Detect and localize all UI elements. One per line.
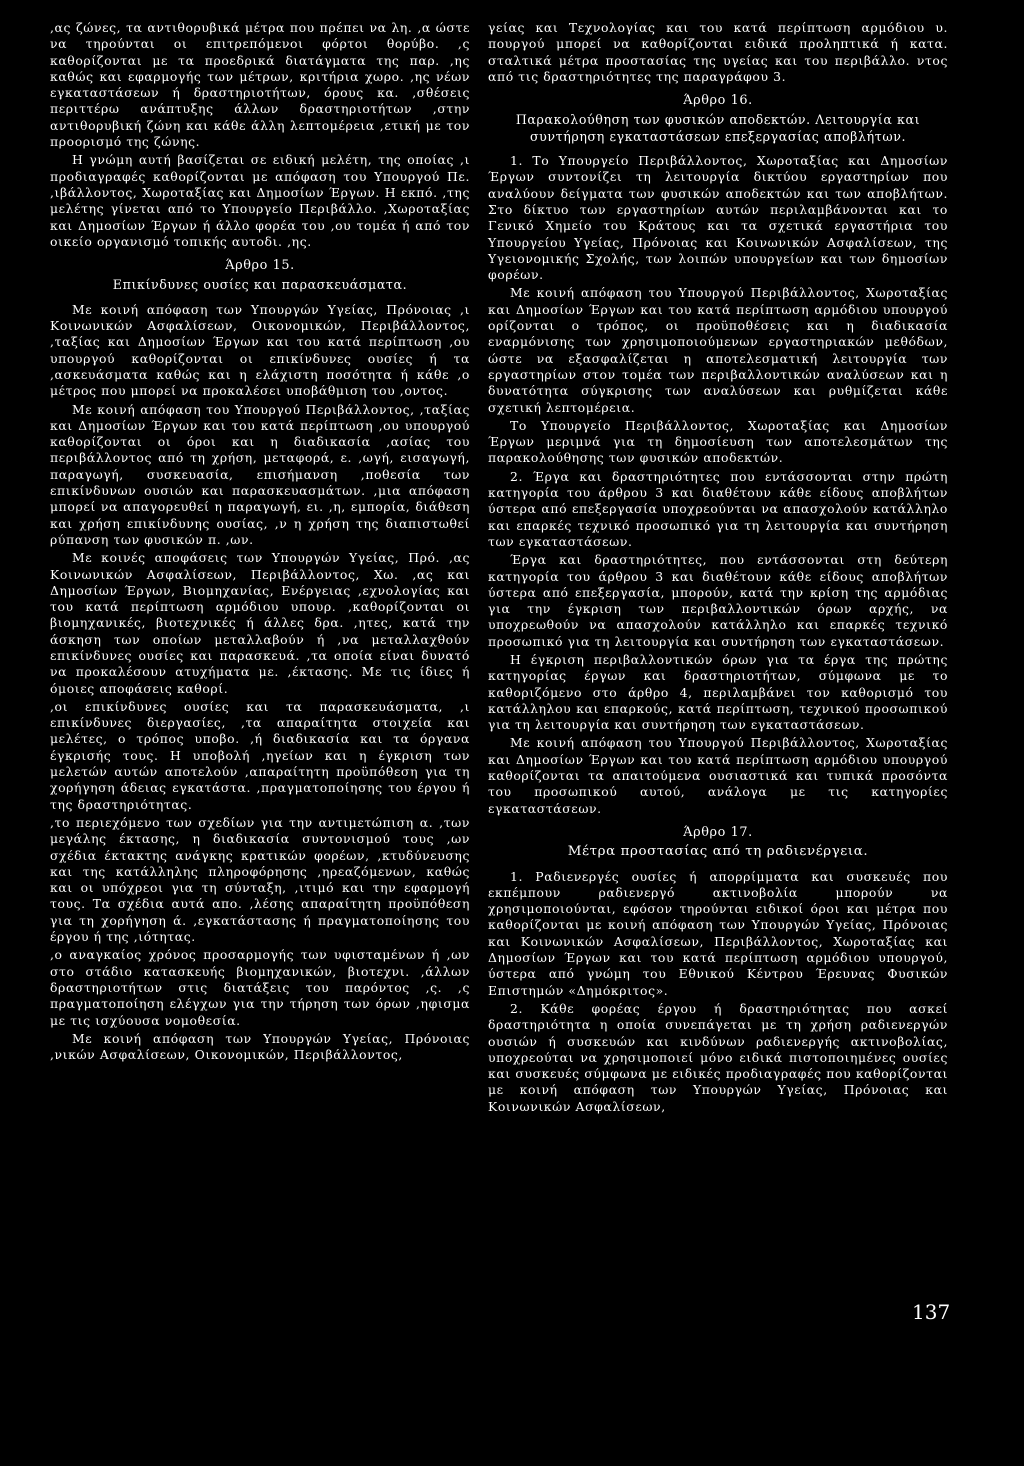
article-title: Παρακολούθηση των φυσικών αποδεκτών. Λειτουργία και συντήρηση εγκαταστάσεων επεξεργασίας αποβλήτων. (515, 112, 921, 144)
paragraph: Με κοινή απόφαση του Υπουργού Περιβάλλοντος, Χωροταξίας και Δημοσίων Έργων και του κατά περίπτωση αρμόδιου υπουργού καθορίζονται τα απαιτούμενα ουσιαστικά και τυπικά προσόντα του προσωπικού αυτού, ανάλογα με τις κατηγορίες εγκαταστάσεων. (488, 735, 948, 816)
left-column (50, 20, 470, 1065)
right-column (488, 20, 948, 1117)
paragraph: Με κοινή απόφαση του Υπουργού Περιβάλλοντος, Χωροταξίας και Δημοσίων Έργων και του κατά περίπτωση αρμόδιου υπουργού ορίζονται ο τρόπος, οι προϋποθέσεις και η διαδικασία εναρμόνισης των χρησιμοποιούμενων εργαστηριακών μεθόδων, ώστε να εξασφαλίζεται η αποτελεσματική λειτουργία των εργαστηρίων στον τομέα των περιβαλλοντικών αναλύσεων και η δυνατότητα σύγκρισης των αναλύσεων και ρυθμίζεται κάθε σχετική λεπτομέρεια. (488, 285, 948, 415)
page-number: 137 (912, 1300, 951, 1324)
paragraph: ,το περιεχόμενο των σχεδίων για την αντιμετώπιση α. ,των μεγάλης έκτασης, η διαδικασία συντονισμού τους ,ων σχέδια έκτακτης ανάγκης κρατικών φορέων, ,κτυδύνευσης και της κατάλληλης πληροφόρησης ,ηρεαζόμενων, καθώς και οι υπόχρεοι για τη σύνταξη, ,ιτιμό και την εφαρμογή τους. Τα σχέδια αυτά απο. ,λέσης απαραίτητη προϋπόθεση για τη χορήγηση ά. ,εγκατάστασης ή πραγματοποίησης του έργου ή της ,ιότητας. (50, 814, 470, 945)
article-heading: Άρθρο 16. (683, 93, 753, 109)
paragraph: Έργα και δραστηριότητες, που εντάσσονται στη δεύτερη κατηγορία του άρθρου 3 και διαθέτουν κάθε είδους αποβλήτων ύστερα από επεξεργασία, μπορούν, κατά την κρίση της αρμόδιας για την έγκριση των περιβαλλοντικών όρων αρχής, να υποχρεωθούν να απασχολούν κατάλληλο και επαρκές τεχνικό προσωπικό για τη λειτουργία και συντήρηση των εγκαταστάσεων. (488, 552, 948, 649)
paragraph: Η έγκριση περιβαλλοντικών όρων για τα έργα της πρώτης κατηγορίας έργων και δραστηριοτήτων, σύμφωνα με το καθοριζόμενο στο άρθρο 4, περιλαμβάνει τον καθορισμό του κατάλληλου και επαρκούς, κατά περίπτωση, τεχνικού προσωπικού για τη λειτουργία και συντήρηση των εγκαταστάσεων. (488, 651, 948, 733)
paragraph: 2. Κάθε φορέας έργου ή δραστηριότητας που ασκεί δραστηριότητα η οποία συνεπάγεται με τη χρήση ραδιενεργών ουσιών ή συσκευών και κινδύνων ραδιενεργής ακτινοβολίας, υποχρεούται να χρησιμοποιεί μόνο ειδικά πιστοποιημένες ουσίες και συσκευές σύμφωνα με ειδικές προδιαγραφές που καθορίζονται με κοινή απόφαση των Υπουργών Υγείας, Πρόνοιας και Κοινωνικών Ασφαλίσεων, (488, 1000, 948, 1114)
article-heading: Άρθρο 15. (225, 258, 295, 274)
paragraph: ,οι επικίνδυνες ουσίες και τα παρασκευάσματα, ,ι επικίνδυνες διεργασίες, ,τα απαραίτητα στοιχεία και μελέτες, ο τρόπος υποβο. ,ή διαδικασία και τα όργανα έγκρισής τους. Η υποβολή ,ηγείων και η έγκριση των μελετών αυτών αποτελούν ,απαραίτητη προϋπόθεση για τη χορήγηση άδειας εγκατάστα. ,πραγματοποίησης του έργου ή της δραστηριότητας. (50, 698, 470, 812)
paragraph: Με κοινή απόφαση του Υπουργού Περιβάλλοντος, ,ταξίας και Δημοσίων Έργων και του κατά περίπτωση ,ου υπουργού καθορίζονται οι όροι και η διαδικασία ,ασίας του περιβάλλοντος από τη χρήση, μεταφορά, ε. ,ωγή, εισαγωγή, παραγωγή, συσκευασία, επισήμανση ,ποθεσία των επικίνδυνων ουσιών και παρασκευασμάτων. ,μια απόφαση μπορεί να απαγορευθεί η παραγωγή, ει. ,η, εμπορία, διάθεση και χρήση επικίνδυνης ουσίας, ,ν η χρήση της διαπιστωθεί ρύπανση των φυσικών π. ,ων. (50, 401, 470, 547)
paragraph: γείας και Τεχνολογίας και του κατά περίπτωση αρμόδιου υ. πουργού μπορεί να καθορίζονται ειδικά προληπτικά ή κατα. σταλτικά μέτρα προστασίας της υγείας και του περιβάλλο. ντος από τις δραστηριότητες της παραγράφου 3. (488, 20, 948, 84)
paragraph: Με κοινή απόφαση των Υπουργών Υγείας, Πρόνοιας ,ι Κοινωνικών Ασφαλίσεων, Οικονομικών, Περιβάλλοντος, ,ταξίας και Δημοσίων Έργων και του κατά περίπτωση ,ου υπουργού καθορίζονται οι επικίνδυνες ουσίες ή τα ,ασκευάσματα καθώς και η ελάχιστη ποσότητα ή κάθε ,ο μέτρος που μπορεί να προκαλέσει υποβάθμιση του ,οντος. (50, 301, 470, 399)
paragraph: Το Υπουργείο Περιβάλλοντος, Χωροταξίας και Δημοσίων Έργων μεριμνά για τη δημοσίευση των αποτελεσμάτων της παρακολούθησης των φυσικών αποδεκτών. (488, 417, 948, 466)
paragraph: ,ας ζώνες, τα αντιθορυβικά μέτρα που πρέπει να λη. ,α ώστε να τηρούνται οι επιτρεπόμενοι φόρτοι θορύβο. ,ς καθορίζονται με τα προεδρικά διατάγματα της παρ. ,ης καθώς και εφαρμογής των μέτρων, κριτήρια χωρο. ,ης νέων εγκαταστάσεων ή δραστηριοτήτων, όρους κα. ,σθέσεις περιττέρω ανάπτυξης άλλων δραστηριοτήτων ,στην αντιθορυβική ζώνη και κάθε άλλη λεπτομέρεια ,ετική με τον προορισμό της ζώνης. (50, 20, 470, 150)
paragraph: ,ο αναγκαίος χρόνος προσαρμογής των υφισταμένων ή ,ων στο στάδιο κατασκευής βιομηχανικών, βιοτεχνι. ,άλλων δραστηριοτήτων στις διατάξεις του παρόντος ,ς. ,ς πραγματοποίηση ελέγχων για την τήρηση των όρων ,ηφισμα με τις ισχύουσα νομοθεσία. (50, 947, 470, 1028)
paragraph: Με κοινές αποφάσεις των Υπουργών Υγείας, Πρό. ,ας Κοινωνικών Ασφαλίσεων, Περιβάλλοντος, Χω. ,ας και Δημοσίων Έργων, Βιομηχανίας, Ενέργειας ,εχνολογίας και του κατά περίπτωση αρμόδιου υπουρ. ,καθορίζονται οι βιομηχανικές, βιοτεχνικές ή άλλες δρα. ,ητες, κατά την άσκηση των οποίων μεταλλαβούν ή ,να μεταλλαχθούν επικίνδυνες ουσίες και παρασκευά. ,τα οποία είναι δυνατό να προκαλέσουν ατυχήματα με. ,έκτασης. Με τις ίδιες ή όμοιες αποφάσεις καθορί. (50, 550, 470, 696)
paragraph: Η γνώμη αυτή βασίζεται σε ειδική μελέτη, της οποίας ,ι προδιαγραφές καθορίζονται με απόφαση του Υπουργού Πε. ,ιβάλλοντος, Χωροταξίας και Δημοσίων Έργων. Η εκπό. ,της μελέτης γίνεται από το Υπουργείο Περιβάλλο. ,Χωροταξίας και Δημοσίων Έργων ή άλλο φορέα του ,ου τομέα ή από τον οικείο οργανισμό τοπικής αυτοδι. ,ης. (50, 152, 470, 249)
paragraph: 1. Ραδιενεργές ουσίες ή απορρίμματα και συσκευές που εκπέμπουν ραδιενεργό ακτινοβολία μπορούν να χρησιμοποιούνται, εφόσον τηρούνται ειδικοί όροι και μέτρα που καθορίζονται με κοινή απόφαση των Υπουργών Υγείας, Πρόνοιας και Κοινωνικών Ασφαλίσεων, Περιβάλλοντος, Χωροταξίας και Δημοσίων Έργων και του κατά περίπτωση αρμόδιου υπουργού, ύστερα από γνώμη του Εθνικού Κέντρου Έρευνας Φυσικών Επιστημών «Δημόκριτος». (488, 868, 948, 998)
paragraph: 1. Το Υπουργείο Περιβάλλοντος, Χωροταξίας και Δημοσίων Έργων συντονίζει τη λειτουργία δικτύου εργαστηρίων που αναλύουν δείγματα των φυσικών αποδεκτών και των αποβλήτων. Στο δίκτυο των εργαστηρίων αυτών περιλαμβάνονται και το Γενικό Χημείο του Κράτους και τα σχετικά εργαστήρια του Υπουργείου Υγείας, Πρόνοιας και Κοινωνικών Ασφαλίσεων, της Υγειονομικής Σχολής, των λοιπών υπουργείων και των δημοσίων φορέων. (488, 153, 948, 283)
paragraph: Με κοινή απόφαση των Υπουργών Υγείας, Πρόνοιας ,νικών Ασφαλίσεων, Οικονομικών, Περιβάλλοντος, (50, 1030, 470, 1063)
article-title: Επικίνδυνες ουσίες και παρασκευάσματα. (112, 277, 408, 293)
article-title: Μέτρα προστασίας από τη ραδιενέργεια. (567, 844, 869, 860)
paragraph: 2. Έργα και δραστηριότητες που εντάσσονται στην πρώτη κατηγορία του άρθρου 3 και διαθέτουν κάθε είδους αποβλήτων ύστερα από επεξεργασία υποχρεούνται να απασχολούν κατάλληλο και επαρκές τεχνικό προσωπικό για τη λειτουργία και συντήρηση των εγκαταστάσεων. (488, 468, 948, 549)
article-heading: Άρθρο 17. (683, 824, 753, 840)
